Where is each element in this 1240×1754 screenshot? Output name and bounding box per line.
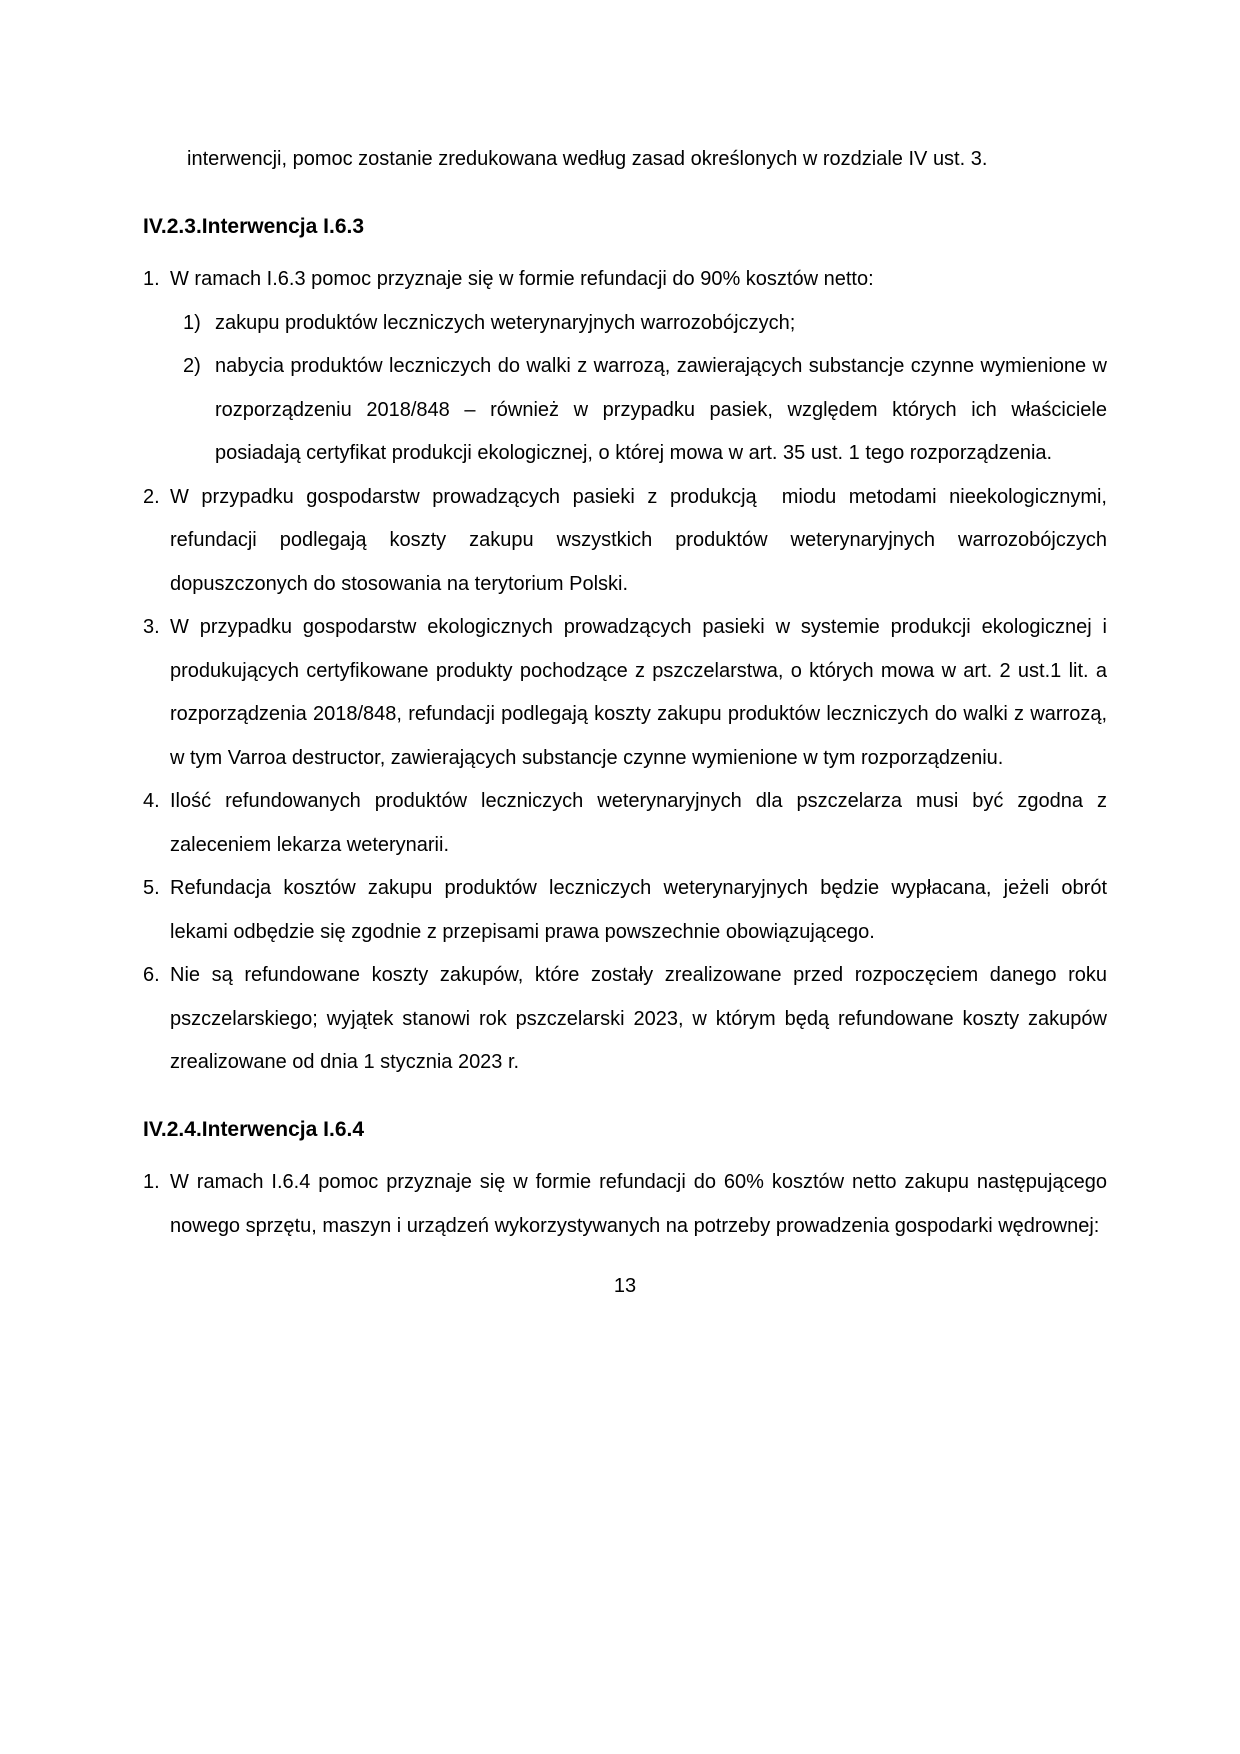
item-text: Nie są refundowane koszty zakupów, które zostały zrealizowane przed rozpoczęciem danego roku pszczelarskiego; wyjątek stanowi rok pszczelarski 2023, w którym będą refundowane koszty zakupów zrealizowane od dnia 1 stycznia 2023 r. (170, 964, 1107, 1073)
list-item-6 (143, 954, 1107, 1085)
item-body (170, 606, 1107, 780)
list-item-5 (143, 867, 1107, 954)
list-item-1 (143, 1161, 1107, 1248)
list-item-1 (143, 258, 1107, 476)
page-number: 13 (613, 1275, 637, 1297)
item-body (170, 476, 1107, 607)
item-text: W przypadku gospodarstw prowadzących pasieki z produkcją miodu metodami nieekologicznymi, refundacji podlegają koszty zakupu wszystkich produktów weterynaryjnych warrozobójczych dopuszczonych do stosowania na terytorium Polski. (170, 485, 1107, 595)
item-text: W ramach I.6.4 pomoc przyznaje się w formie refundacji do 60% kosztów netto zakupu następującego nowego sprzętu, maszyn i urządzeń wykorzystywanych na potrzeby prowadzenia gospodarki wędrownej: (170, 1171, 1107, 1237)
sub-list-item-2 (170, 345, 1107, 476)
subitem-number: 2) (183, 355, 201, 377)
numbered-list-iv24 (143, 1161, 1107, 1248)
subitem-number: 1) (183, 311, 201, 334)
subitem-text: nabycia produktów leczniczych do walki z warrozą, zawierających substancje czynne wymienione w rozporządzeniu 2018/848 – również w przypadku pasiek, względem których ich właściciele posiadają certyfikat produkcji ekologicznej, o której mowa w art. 35 ust. 1 tego rozporządzenia. (215, 355, 1107, 464)
item-number: 1. (143, 268, 160, 290)
item-body (170, 1161, 1107, 1248)
item-number: 6. (143, 964, 160, 986)
item-body (170, 780, 1107, 867)
list-item-4 (143, 780, 1107, 867)
sub-list-item-1 (170, 302, 1107, 346)
item-body (170, 954, 1107, 1085)
list-item-3 (143, 606, 1107, 780)
numbered-list-iv23 (143, 258, 1107, 1085)
item-text: Ilość refundowanych produktów leczniczych weterynaryjnych dla pszczelarza musi być zgodna z zaleceniem lekarza weterynarii. (170, 790, 1107, 856)
list-item-2 (143, 476, 1107, 607)
subitem-text: zakupu produktów leczniczych weterynaryjnych warrozobójczych; (215, 311, 796, 334)
item-body (170, 867, 1107, 954)
item-text: Refundacja kosztów zakupu produktów leczniczych weterynaryjnych będzie wypłacana, jeżeli obrót lekami odbędzie się zgodnie z przepisami prawa powszechnie obowiązującego. (170, 877, 1107, 943)
section-heading-iv23: IV.2.3.Interwencja I.6.3 (143, 214, 365, 238)
section-heading-iv24: IV.2.4.Interwencja I.6.4 (143, 1117, 365, 1141)
intro-paragraph: interwencji, pomoc zostanie zredukowana według zasad określonych w rozdziale IV ust. 3. (187, 148, 988, 170)
item-number: 2. (143, 485, 160, 508)
item-number: 1. (143, 1171, 160, 1193)
item-number: 3. (143, 616, 160, 638)
item-number: 5. (143, 877, 160, 899)
item-number: 4. (143, 790, 160, 812)
item-text: W ramach I.6.3 pomoc przyznaje się w formie refundacji do 90% kosztów netto: (170, 268, 874, 290)
item-text: W przypadku gospodarstw ekologicznych prowadzących pasieki w systemie produkcji ekologicznej i produkujących certyfikowane produkty pochodzące z pszczelarstwa, o których mowa w art. 2 ust.1 lit. a rozporządzenia 2018/848, refundacji podlegają koszty zakupu produktów leczniczych do walki z warrozą, w tym Varroa destructor, zawierających substancje czynne wymienione w tym rozporządzeniu. (170, 616, 1107, 769)
item-body (170, 258, 1107, 476)
